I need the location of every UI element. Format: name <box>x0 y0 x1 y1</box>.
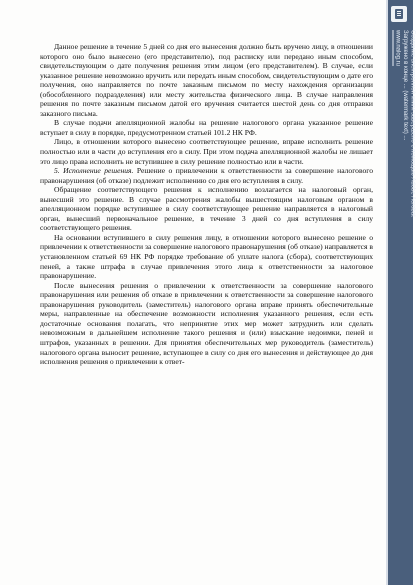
paragraph: На основании вступившего в силу решения лицу, в отношении которого вынесено решение о привлечении к ответственности за совершение налогового правонарушения (об отказе) направляется в установленном статьей 69 НК РФ порядке требование об уплате налога (сбора), соответствующих пеней, а также штрафа в случае привлечения этого лица к ответственности за налоговое правонарушение. <box>40 232 374 281</box>
paragraph: В случае подачи апелляционной жалобы на решение налогового органа указанное решение вступает в силу в порядке, предусмотренном статьей 101.2 НК РФ. <box>40 118 373 137</box>
paragraph: Данное решение в течение 5 дней со дня его вынесения должно быть вручено лицу, в отношении которого оно было вынесено (его представителю), под расписку или передано иным способом, свидетельствующим о дате получения решения этим лицом (его представителем). В случае, если указанное решение невозможно вручить или передать иным способом, свидетельствующим о дате его получения, оно направляется по почте заказным письмом по месту нахождения организации (обособленного подразделения) или месту жительства физического лица. В случае направления решения по почте заказным письмом датой его вручения считается шестой день со дня отправки заказного письма. <box>40 42 373 118</box>
section-heading: 5. Исполнение решения. <box>54 166 134 176</box>
logo-icon <box>391 6 407 22</box>
paragraph-section-5 <box>40 166 373 185</box>
watermark-sidebar <box>386 0 416 585</box>
document-body <box>40 42 373 367</box>
sidebar-line: Загружено в конце ... (watermark text) ... <box>402 30 408 141</box>
sidebar-watermark-text <box>393 30 416 217</box>
sidebar-link[interactable]: www.nalog.ru <box>394 30 401 67</box>
section-text: Решение о привлечении к ответственности за совершение налогового правонарушения (об отказе) подлежит исполнению со дня его вступления в силу. <box>40 166 373 185</box>
paragraph: Обращение соответствующего решения к исполнению возлагается на налоговый орган, вынесший это решение. В случае рассмотрения жалобы вышестоящим налоговым органом в апелляционном порядке вступившее в силу соответствующее решение направляется в налоговый орган, вынесший первоначальное решение, в течение 3 дней со дня вступления в силу соответствующего решения. <box>40 185 373 233</box>
sidebar-line: Создание электронной книги завершено с помощью Adobe Acrobat <box>409 30 416 217</box>
paragraph: После вынесения решения о привлечении к ответственности за совершение налогового правонарушения или решения об отказе в привлечении к ответственности за совершение налогового правонарушения руководитель (заместитель) налогового органа вправе принять обеспечительные меры, направленные на обеспечение возможности исполнения указанного решения, если есть достаточные основания полагать, что непринятие этих мер может затруднить или сделать невозможным в дальнейшем исполнение такого решения и (или) взыскание недоимки, пеней и штрафов, указанных в решении. Для принятия обеспечительных мер руководитель (заместитель) налогового органа выносит решение, вступающее в силу со дня его вынесения и действующее до дня исполнения решения о привлечении к ответ- <box>40 280 373 367</box>
paragraph: Лицо, в отношении которого вынесено соответствующее решение, вправе исполнить решение полностью или в части до вступления его в силу. При этом подача апелляционной жалобы не лишает это лицо права исполнить не вступившее в силу решение полностью или в части. <box>40 137 373 166</box>
